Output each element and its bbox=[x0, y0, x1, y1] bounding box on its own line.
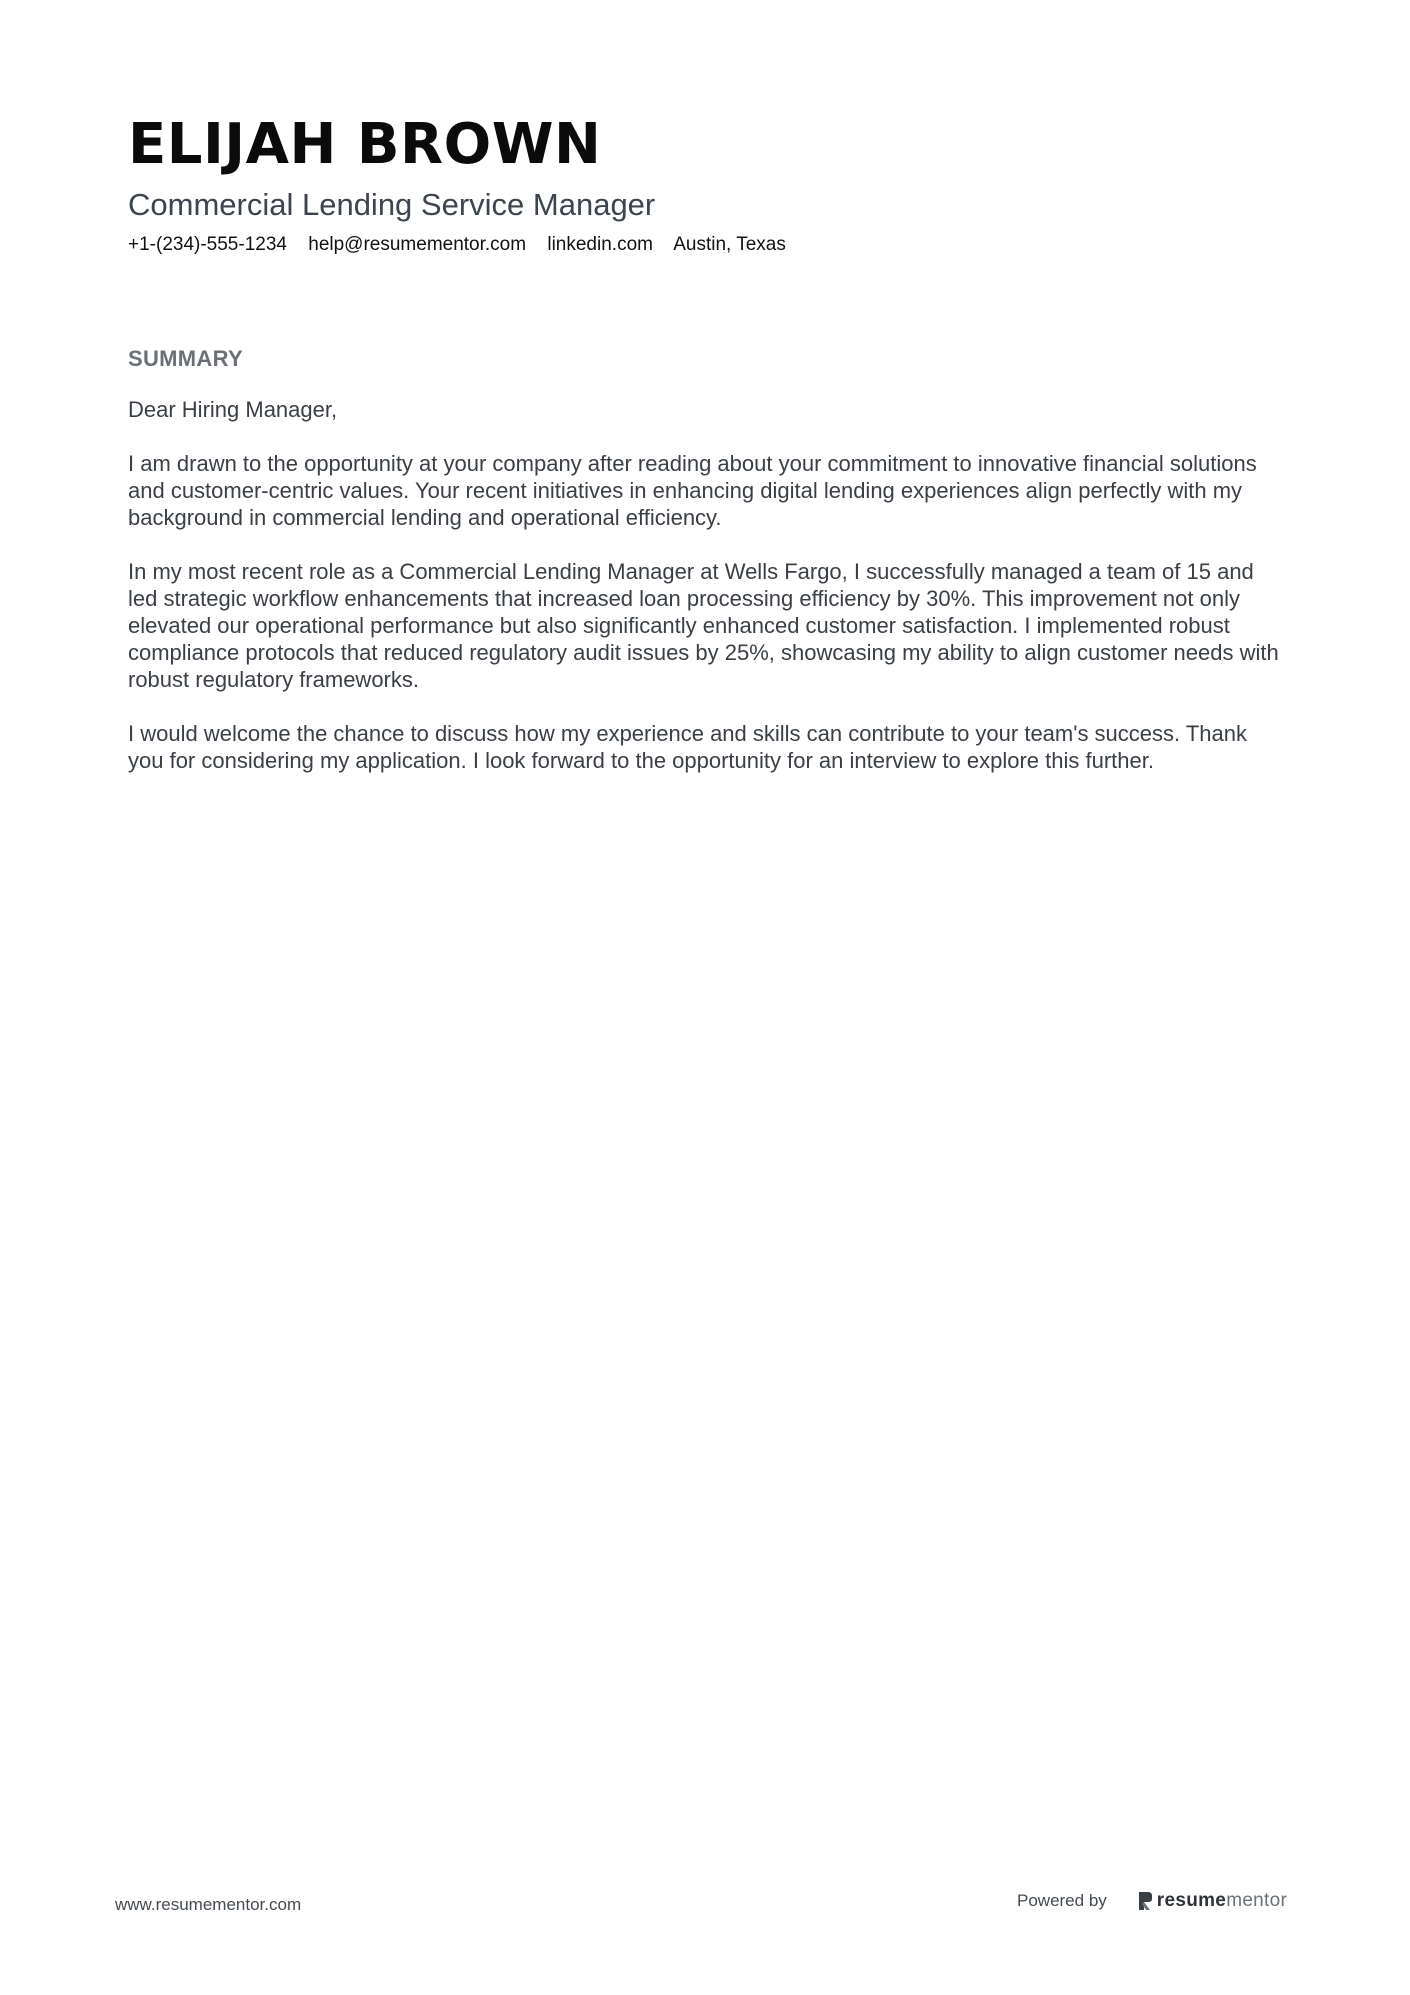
summary-section bbox=[128, 344, 1288, 801]
logo-text-bold: resume bbox=[1156, 1890, 1227, 1911]
resumementor-logo[interactable] bbox=[1137, 1890, 1287, 1912]
logo-text-light: mentor bbox=[1226, 1890, 1288, 1911]
location: Austin, Texas bbox=[673, 234, 786, 255]
linkedin-link[interactable]: linkedin.com bbox=[547, 234, 653, 255]
footer-branding bbox=[1017, 1886, 1287, 1916]
salutation: Dear Hiring Manager, bbox=[128, 397, 338, 422]
header bbox=[128, 112, 1288, 258]
contact-info bbox=[128, 232, 1288, 258]
logo-mark-icon bbox=[1137, 1890, 1153, 1912]
email-address: help@resumementor.com bbox=[308, 234, 527, 255]
paragraph-3: I would welcome the chance to discuss how my experience and skills can contribute to your team's success. Thank you for considering my application. I look forward to the opportunity for an interview to explore this further. bbox=[128, 721, 1248, 773]
letter-body bbox=[128, 396, 1288, 774]
section-heading: SUMMARY bbox=[128, 346, 243, 371]
powered-by-label: Powered by bbox=[1017, 1891, 1107, 1910]
candidate-name: ELIJAH BROWN bbox=[128, 112, 602, 177]
paragraph-1: I am drawn to the opportunity at your company after reading about your commitment to innovative financial solutions and customer-centric values. Your recent initiatives in enhancing digital lending experiences align perfectly with my background in commercial lending and operational efficiency. bbox=[128, 451, 1257, 530]
paragraph-2: In my most recent role as a Commercial Lending Manager at Wells Fargo, I successfully managed a team of 15 and led strategic workflow enhancements that increased loan processing efficiency by 30%. This improvement not only elevated our operational performance but also significantly enhanced customer satisfaction. I implemented robust compliance protocols that reduced regulatory audit issues by 25%, showcasing my ability to align customer needs with robust regulatory frameworks. bbox=[128, 559, 1279, 692]
phone-number: +1-(234)-555-1234 bbox=[128, 234, 287, 255]
footer-website[interactable]: www.resumementor.com bbox=[115, 1895, 302, 1914]
job-title: Commercial Lending Service Manager bbox=[128, 187, 656, 222]
